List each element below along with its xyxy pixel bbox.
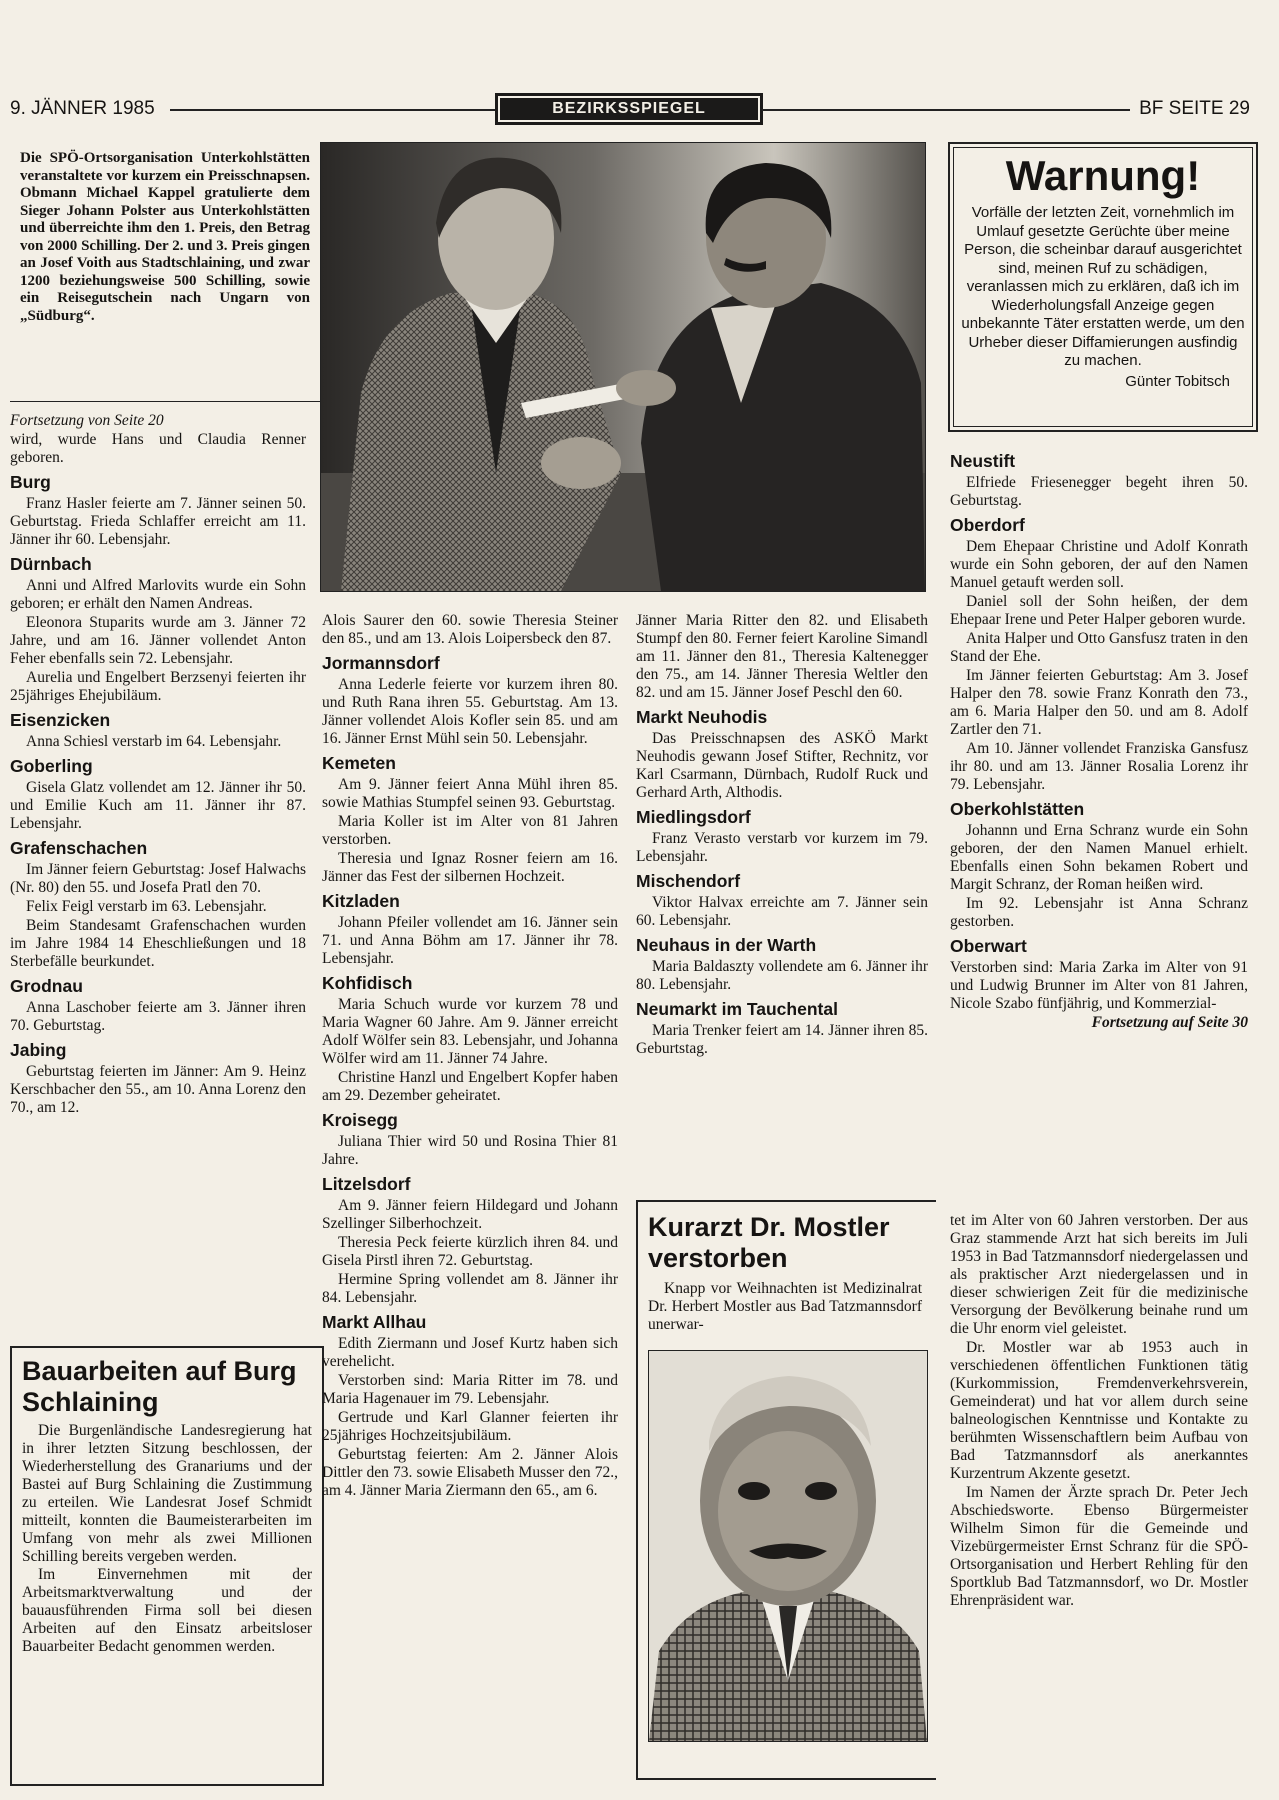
text-oberdorf-3: Anita Halper und Otto Gansfusz traten in den Stand der Ehe.	[950, 630, 1248, 665]
continued-to: Fortsetzung auf Seite 30	[1091, 1014, 1248, 1031]
heading-litzelsdorf: Litzelsdorf	[322, 1174, 411, 1194]
text-kemeten-1: Am 9. Jänner feiert Anna Mühl ihren 85. sowie Mathias Stumpfel seinen 93. Geburtstag.	[322, 776, 618, 811]
column-2	[322, 612, 618, 1501]
heading-goberling: Goberling	[10, 756, 93, 776]
bauarbeiten-title: Bauarbeiten auf Burg Schlaining	[22, 1356, 297, 1417]
heading-kemeten: Kemeten	[322, 753, 396, 773]
heading-grafenschachen: Grafenschachen	[10, 838, 148, 858]
text-neumarkt: Maria Trenker feiert am 14. Jänner ihren 85. Geburtstag.	[636, 1022, 928, 1057]
column-3	[636, 612, 928, 1059]
heading-markt-neuhodis: Markt Neuhodis	[636, 707, 768, 727]
text-duernbach-1: Anni und Alfred Marlovits wurde ein Sohn geboren; er erhält den Namen Andreas.	[10, 577, 306, 612]
heading-kohfidisch: Kohfidisch	[322, 973, 413, 993]
text-allhau-4: Geburtstag feierten: Am 2. Jänner Alois Dittler den 73. sowie Elisabeth Musser den 72., am 4. Jänner Maria Ziermann den 65., am 6.	[322, 1446, 618, 1499]
text-litzelsdorf-3: Hermine Spring vollendet am 8. Jänner ihr 84. Lebensjahr.	[322, 1271, 618, 1306]
text-jabing: Geburtstag feierten im Jänner: Am 9. Heinz Kerschbacher den 55., am 10. Anna Lorenz den 70., am 12.	[10, 1063, 306, 1116]
text-kemeten-2: Maria Koller ist im Alter von 81 Jahren verstorben.	[322, 813, 618, 848]
text-oberdorf-2: Daniel soll der Sohn heißen, der dem Ehepaar Irene und Peter Halper geboren wurde.	[950, 593, 1248, 628]
continued-text: wird, wurde Hans und Claudia Renner geboren.	[10, 431, 306, 466]
text-eisenzicken: Anna Schiesl verstarb im 64. Lebensjahr.	[26, 733, 282, 750]
text-oberdorf-5: Am 10. Jänner vollendet Franziska Gansfusz ihr 80. und am 13. Jänner Rosalia Lorenz ihr 79. Lebensjahr.	[950, 740, 1248, 793]
heading-grodnau: Grodnau	[10, 976, 83, 996]
issue-date: 9. JÄNNER 1985	[10, 98, 155, 119]
heading-neuhaus: Neuhaus in der Warth	[636, 935, 817, 955]
text-oberkohl-1: Johannn und Erna Schranz wurde ein Sohn geboren, der den Namen Manuel erhielt. Ebenfalls einen Sohn bekamen Robert und Margit Schranz, der Roman heißen wird.	[950, 822, 1248, 893]
text-kroisegg: Juliana Thier wird 50 und Rosina Thier 81 Jahre.	[322, 1133, 618, 1168]
text-duernbach-2: Eleonora Stuparits wurde am 3. Jänner 72 Jahre, und am 16. Jänner vollendet Anton Feher ebenfalls sein 72. Lebensjahr.	[10, 614, 306, 667]
text-grafenschachen-3: Beim Standesamt Grafenschachen wurden im Jahre 1984 14 Eheschließungen und 18 Sterbefälle beurkundet.	[10, 917, 306, 970]
heading-mischendorf: Mischendorf	[636, 871, 741, 891]
text-kohfidisch-2: Christine Hanzl und Engelbert Kopfer haben am 29. Dezember geheiratet.	[322, 1069, 618, 1104]
text-kitzladen: Johann Pfeiler vollendet am 16. Jänner sein 71. und Anna Böhm am 17. Jänner ihr 78. Lebensjahr.	[322, 914, 618, 967]
heading-kroisegg: Kroisegg	[322, 1110, 398, 1130]
handshake-image	[321, 143, 925, 591]
spo-intro-box	[10, 142, 321, 402]
continued-from: Fortsetzung von Seite 20	[10, 412, 164, 429]
heading-markt-allhau: Markt Allhau	[322, 1312, 427, 1332]
text-mischendorf: Viktor Halvax erreichte am 7. Jänner sein 60. Lebensjahr.	[636, 894, 928, 929]
warnung-box	[948, 142, 1258, 432]
heading-neustift: Neustift	[950, 451, 1016, 471]
text-neuhodis: Das Preisschnapsen des ASKÖ Markt Neuhodis gewann Josef Stifter, Rechnitz, vor Karl Csarmann, Dürnbach, Rudolf Ruck und Gerhard Arth, Althodis.	[636, 730, 928, 801]
text-duernbach-3: Aurelia und Engelbert Berzsenyi feierten ihr 25jähriges Ehejubiläum.	[10, 669, 306, 704]
text-kohfidisch-1: Maria Schuch wurde vor kurzem 78 und Maria Wagner 60 Jahre. Am 9. Jänner erreicht Adolf Wölfer sein 83. Lebensjahr, und Johanna Wölfer wird am 11. Jänner 74 Jahre.	[322, 996, 618, 1067]
text-burg: Franz Hasler feierte am 7. Jänner seinen 50. Geburtstag. Frieda Schlaffer erreicht am 11. Jänner ihr 60. Lebensjahr.	[10, 495, 306, 548]
text-grafenschachen-2: Felix Feigl verstarb im 63. Lebensjahr.	[26, 898, 267, 915]
warnung-signature: Günter Tobitsch	[1125, 372, 1230, 390]
text-oberwart: Verstorben sind: Maria Zarka im Alter von 91 und Ludwig Brunner im Alter von 81 Jahren, Nicole Szabo fünfjährig, und Kommerzial-	[950, 959, 1248, 1012]
heading-kitzladen: Kitzladen	[322, 891, 400, 911]
text-jormannsdorf: Anna Lederle feierte vor kurzem ihren 80. und Ruth Rana ihren 55. Geburtstag. Am 13. Jänner vollendet Alois Kofler sein 85. und am 16. Jänner Ernst Mühl sein 50. Lebensjahr.	[322, 676, 618, 747]
spo-intro-text: Die SPÖ-Ortsorganisation Unterkohlstätten veranstaltete vor kurzem ein Preisschnapsen. Obmann Michael Kappel gratulierte dem Sieger Johann Polster aus Unterkohlstätten und überreichte ihm den 1. Preis, den Betrag von 2000 Schilling. Der 2. und 3. Preis gingen an Josef Voith aus Stadtschlaining, und zwar 1200 beziehungsweise 500 Schilling, sowie ein Reisegutschein nach Ungarn von „Südburg“.	[20, 150, 310, 324]
col2-lead: Alois Saurer den 60. sowie Theresia Steiner den 85., und am 13. Alois Loipersbeck den 87.	[322, 612, 618, 647]
text-neuhaus: Maria Baldaszty vollendete am 6. Jänner ihr 80. Lebensjahr.	[636, 958, 928, 993]
mostler-portrait	[648, 1350, 928, 1742]
text-kemeten-3: Theresia und Ignaz Rosner feiern am 16. Jänner das Fest der silbernen Hochzeit.	[322, 850, 618, 885]
text-oberkohl-2: Im 92. Lebensjahr ist Anna Schranz gestorben.	[950, 895, 1248, 930]
text-oberdorf-4: Im Jänner feierten Geburtstag: Am 3. Josef Halper den 78. sowie Franz Konrath den 73., am 6. Maria Halper den 50. und am 8. Adolf Zartler den 71.	[950, 667, 1248, 738]
warnung-text: Vorfälle der letzten Zeit, vornehmlich im Umlauf gesetzte Gerüchte über meine Person, die scheinbar darauf ausgerichtet sind, meinen Ruf zu schädigen, veranlassen mich zu erklären, daß ich im Wiederholungsfall Anzeige gegen unbekannte Täter erstatten werde, um den Urheber dieser Diffamierungen ausfindig zu machen.	[961, 204, 1245, 369]
heading-miedlingsdorf: Miedlingsdorf	[636, 807, 751, 827]
text-allhau-2: Verstorben sind: Maria Ritter im 78. und Maria Hagenauer im 79. Lebensjahr.	[322, 1372, 618, 1407]
heading-neumarkt: Neumarkt im Tauchental	[636, 999, 838, 1019]
kurarzt-text-2: Dr. Mostler war ab 1953 auch in verschiedenen öffentlichen Funktionen tätig (Kurkommission, Fremdenverkehrsverein, Gemeinderat) und hat vor allem durch seine balneologischen Kenntnisse und Kontakte zu berühmten Wissenschaftlern beim Aufbau von Bad Tatzmannsdorf als anerkanntes Kurzentrum Akzente gesetzt.	[950, 1339, 1248, 1482]
header-rule-left	[170, 109, 496, 111]
kurarzt-box	[636, 1200, 936, 1780]
text-grodnau: Anna Laschober feierte am 3. Jänner ihren 70. Geburtstag.	[10, 999, 306, 1034]
heading-burg: Burg	[10, 472, 51, 492]
header-rule-right	[762, 109, 1130, 111]
text-allhau-3: Gertrude und Karl Glanner feierten ihr 25jähriges Hochzeitsjubiläum.	[322, 1409, 618, 1444]
kurarzt-text	[950, 1212, 1248, 1611]
text-neustift: Elfriede Friesenegger begeht ihren 50. Geburtstag.	[950, 474, 1248, 509]
heading-oberkohlstaetten: Oberkohlstätten	[950, 799, 1085, 819]
portrait-image	[649, 1351, 927, 1741]
page-header	[10, 96, 1250, 126]
bauarbeiten-text-1: Die Burgenländische Landesregierung hat in ihrer letzten Sitzung beschlossen, der Wiederherstellung des Granariums und der Bastei auf Burg Schlaining die Zustimmung zu erteilen. Wie Landesrat Josef Schmidt mitteilt, konnten die Baumeisterarbeiten im Umfang von mehr als zwei Millionen Schilling bereits vergeben werden.	[22, 1422, 312, 1565]
heading-duernbach: Dürnbach	[10, 554, 92, 574]
column-4	[950, 446, 1248, 1033]
heading-eisenzicken: Eisenzicken	[10, 710, 111, 730]
warnung-title: Warnung!	[1005, 152, 1201, 199]
kurarzt-lead: Knapp vor Weihnachten ist Medizinalrat Dr. Herbert Mostler aus Bad Tatzmannsdorf unerwar-	[648, 1280, 922, 1333]
text-litzelsdorf-2: Theresia Peck feierte kürzlich ihren 84. und Gisela Pirstl ihren 72. Geburtstag.	[322, 1234, 618, 1269]
kurarzt-text-3: Im Namen der Ärzte sprach Dr. Peter Jech Abschiedsworte. Ebenso Bürgermeister Wilhelm Simon für die Gemeinde und Vizebürgermeister Ernst Schranz für die SPÖ-Ortsorganisation und Herbert Rehling für den Sportklub Bad Tatzmannsdorf, wo Dr. Mostler Ehrenpräsident war.	[950, 1484, 1248, 1609]
heading-oberwart: Oberwart	[950, 936, 1027, 956]
heading-jormannsdorf: Jormannsdorf	[322, 653, 440, 673]
text-goberling: Gisela Glatz vollendet am 12. Jänner ihr 50. und Emilie Kuch am 11. Jänner ihr 87. Lebensjahr.	[10, 779, 306, 832]
bauarbeiten-box	[10, 1346, 324, 1786]
bauarbeiten-text-2: Im Einvernehmen mit der Arbeitsmarktverwaltung und der bauausführenden Firma soll bei diesen Arbeiten auf den Einsatz arbeitsloser Bauarbeiter Bedacht genommen werden.	[22, 1566, 312, 1655]
text-allhau-1: Edith Ziermann und Josef Kurtz haben sich verehelicht.	[322, 1335, 618, 1370]
col3-lead: Jänner Maria Ritter den 82. und Elisabeth Stumpf den 80. Ferner feiert Karoline Simandl am 11. Jänner den 81., Theresia Kaltenegger den 75., am 14. Jänner Theresia Weltler den 82. und am 15. Jänner Josef Peschl den 60.	[636, 612, 928, 701]
heading-oberdorf: Oberdorf	[950, 515, 1025, 535]
column-1	[10, 412, 306, 1118]
text-miedlingsdorf: Franz Verasto verstarb vor kurzem im 79. Lebensjahr.	[636, 830, 928, 865]
kurarzt-text-1: tet im Alter von 60 Jahren verstorben. Der aus Graz stammende Arzt hat sich bereits im Juli 1953 in Bad Tatzmannsdorf niedergelassen und als praktischer Arzt niedergelassen und in dieser schwierigen Zeit für die medizinische Versorgung der Bevölkerung beinahe rund um die Uhr enorm viel geleistet.	[950, 1212, 1248, 1337]
section-title: BEZIRKSSPIEGEL	[498, 96, 760, 122]
heading-jabing: Jabing	[10, 1040, 67, 1060]
handshake-photo	[320, 142, 926, 592]
text-oberdorf-1: Dem Ehepaar Christine und Adolf Konrath wurde ein Sohn geboren, der auf den Namen Manuel getauft werden soll.	[950, 538, 1248, 591]
text-grafenschachen-1: Im Jänner feiern Geburtstag: Josef Halwachs (Nr. 80) den 55. und Josefa Pratl den 70.	[10, 861, 306, 896]
page-number: BF SEITE 29	[1139, 98, 1250, 119]
text-litzelsdorf-1: Am 9. Jänner feiern Hildegard und Johann Szellinger Silberhochzeit.	[322, 1197, 618, 1232]
kurarzt-title: Kurarzt Dr. Mostler verstorben	[648, 1212, 890, 1273]
